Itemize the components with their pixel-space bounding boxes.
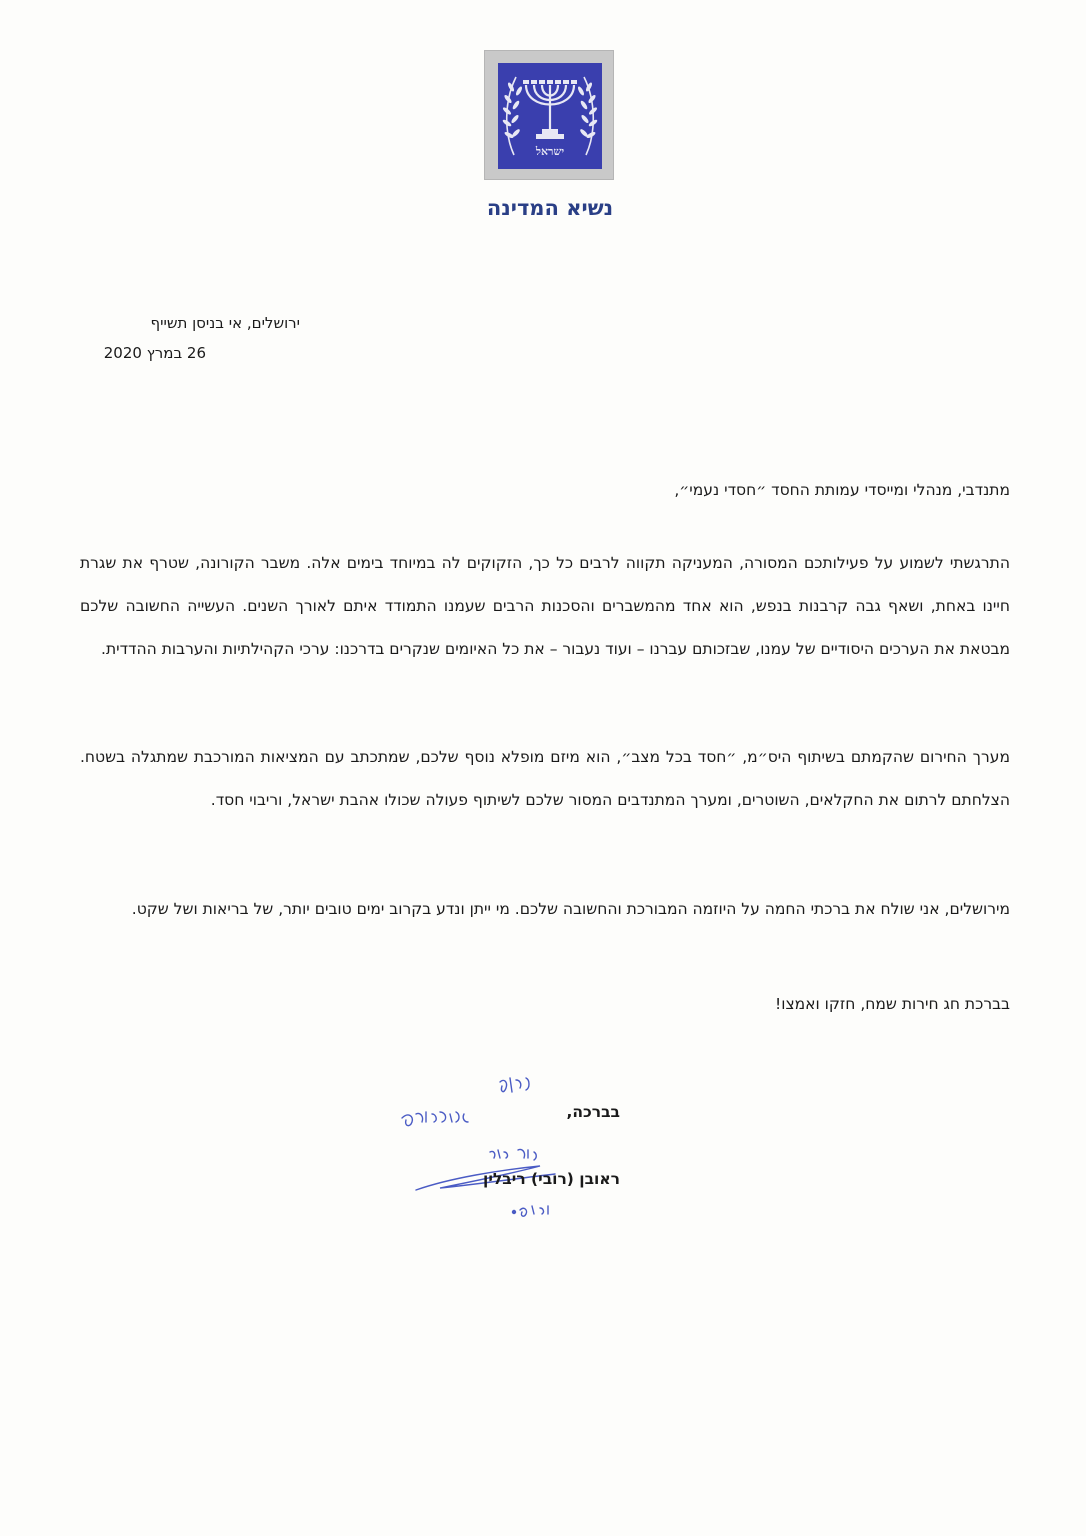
state-emblem (484, 50, 614, 180)
office-title: נשיא המדינה (486, 196, 614, 220)
handwritten-signature (380, 1070, 620, 1230)
signature-blessing: בברכה, (566, 1103, 620, 1121)
hebrew-date: ירושלים, אי בניסן תשייף (150, 314, 300, 332)
signer-name: ראובן (רובי) ריבלין (483, 1170, 620, 1188)
letter-paragraph: התרגשתי לשמוע על פעילותכם המסורה, המעניקה תקווה לרבים כל כך, הזקוקים לה במיוחד בימים אלה. משבר הקורונה, שטרף את שגרת חיינו באחת, ושאף גבה קרבנות בנפש, הוא אחד מהמשברים והסכנות הרבים שעמנו התמודד איתם לאורך השנים. העשייה החשובה שלכם מבטאת את הערכים היסודיים של עמנו, שבזכותם עברנו – ועוד נעבור – את כל האיומים שנקרים בדרכנו: ערכי הקהילתיות והערבות ההדדית. (80, 554, 1010, 658)
menorah-emblem-icon (498, 63, 602, 169)
signature-block (380, 1070, 620, 1230)
letter-paragraph: מירושלים, אני שולח את ברכתי החמה על היוזמה המבורכת והחשובה שלכם. מי ייתן ונדע בקרוב ימים טובים יותר, של בריאות ושל שקט. (131, 900, 1010, 918)
letter-greeting: מתנדבי, מנהלי ומייסדי עמותת החסד ״חסדי נעמי״, (674, 481, 1010, 499)
emblem-label: ישראל (535, 145, 565, 158)
gregorian-date: 26 במרץ 2020 (103, 344, 206, 362)
letter-paragraph: מערך החירום שהקמתם בשיתוף היס״מ, ״חסד בכל מצב״, הוא מיזם מופלא נוסף שלכם, שמתכתב עם המציאות המורכבת שמתגלה בשטח. הצלחתם לרתום את החקלאים, השוטרים, ומערך המתנדבים המסור שלכם לשיתוף פעולה שכולו אהבת ישראל, וריבוי חסד. (80, 748, 1010, 809)
letter-closing: בברכת חג חירות שמח, חזקו ואמצו! (775, 995, 1010, 1013)
